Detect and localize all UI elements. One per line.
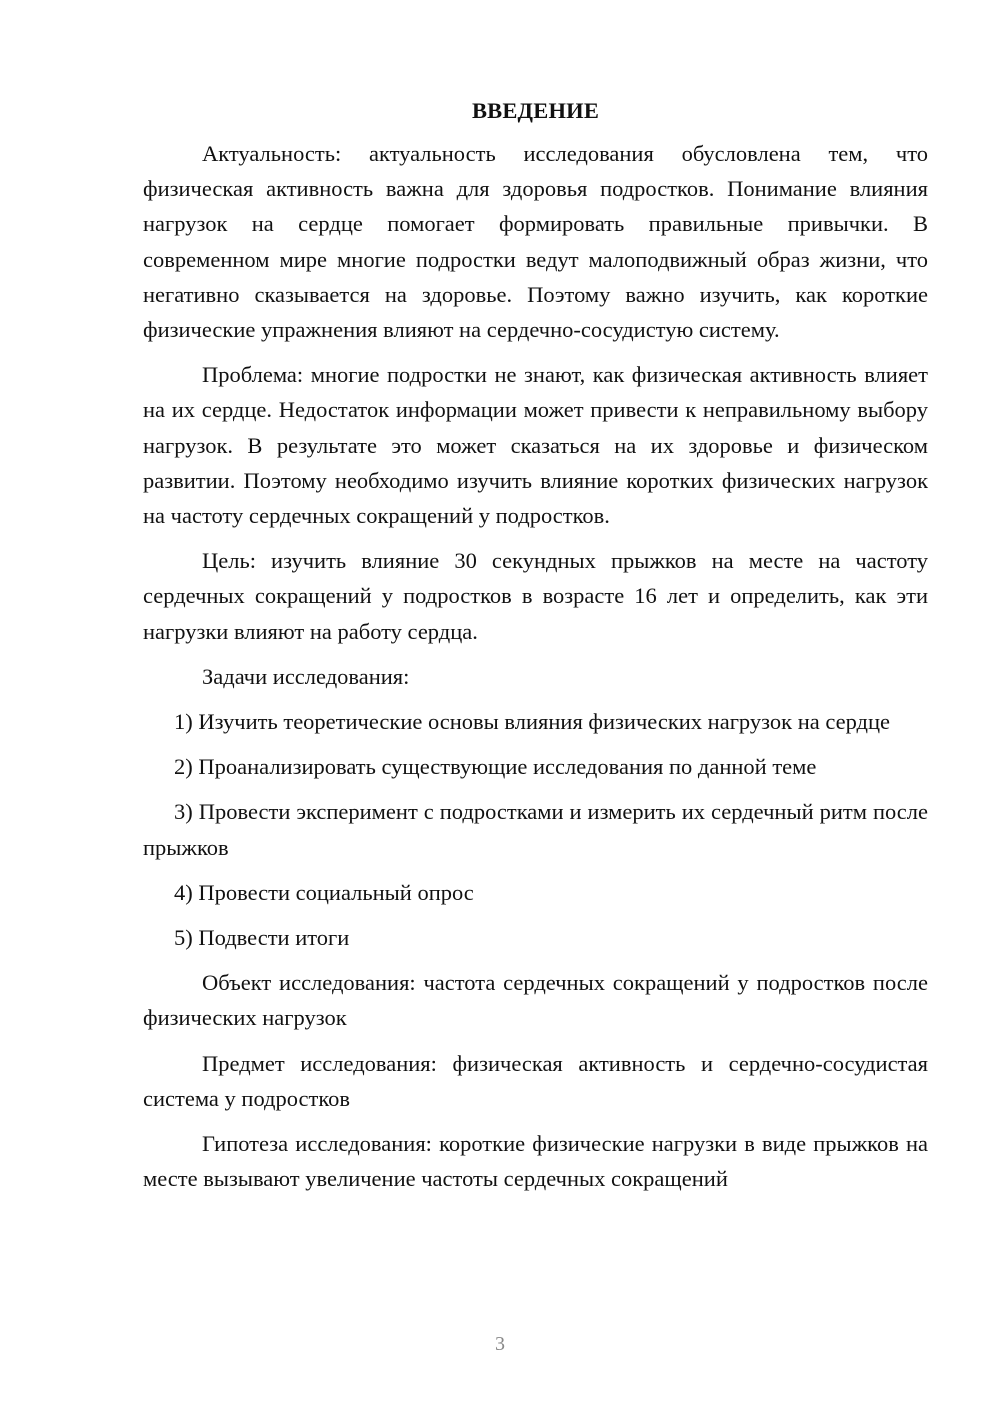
subject-paragraph: Предмет исследования: физическая активность и сердечно-сосудистая система у подростков [143,1050,928,1111]
relevance-paragraph: Актуальность: актуальность исследования обусловлена тем, что физическая активность важна для здоровья подростков. Понимание влияния нагрузок на сердце помогает формировать правильные привычки. В современном мире многие подростки ведут малоподвижный образ жизни, что негативно сказывается на здоровье. Поэтому важно изучить, как короткие физические упражнения влияют на сердечно-сосудистую систему. [143,141,928,343]
page-content [143,96,928,1206]
goal-paragraph: Цель: изучить влияние 30 секундных прыжков на месте на частоту сердечных сокращений у подростков в возрасте 16 лет и определить, как эти нагрузки влияют на работу сердца. [143,548,928,644]
tasks-heading: Задачи исследования: [202,663,410,689]
hypothesis-paragraph: Гипотеза исследования: короткие физические нагрузки в виде прыжков на месте вызывают увеличение частоты сердечных сокращений [143,1131,928,1192]
page-number: 3 [495,1333,505,1355]
section-title: ВВЕДЕНИЕ [471,98,600,123]
task-item: 1) Изучить теоретические основы влияния физических нагрузок на сердце [174,709,891,735]
task-item: 3) Провести эксперимент с подростками и измерить их сердечный ритм после прыжков [143,799,928,860]
task-item: 2) Проанализировать существующие исследования по данной теме [174,754,817,780]
problem-paragraph: Проблема: многие подростки не знают, как физическая активность влияет на их сердце. Недостаток информации может привести к неправильному выбору нагрузок. В результате это может сказаться на их здоровье и физическом развитии. Поэтому необходимо изучить влияние коротких физических нагрузок на частоту сердечных сокращений у подростков. [143,362,928,529]
object-paragraph: Объект исследования: частота сердечных сокращений у подростков после физических нагрузок [143,970,928,1031]
task-item: 5) Подвести итоги [174,925,350,951]
task-item: 4) Провести социальный опрос [174,879,474,905]
